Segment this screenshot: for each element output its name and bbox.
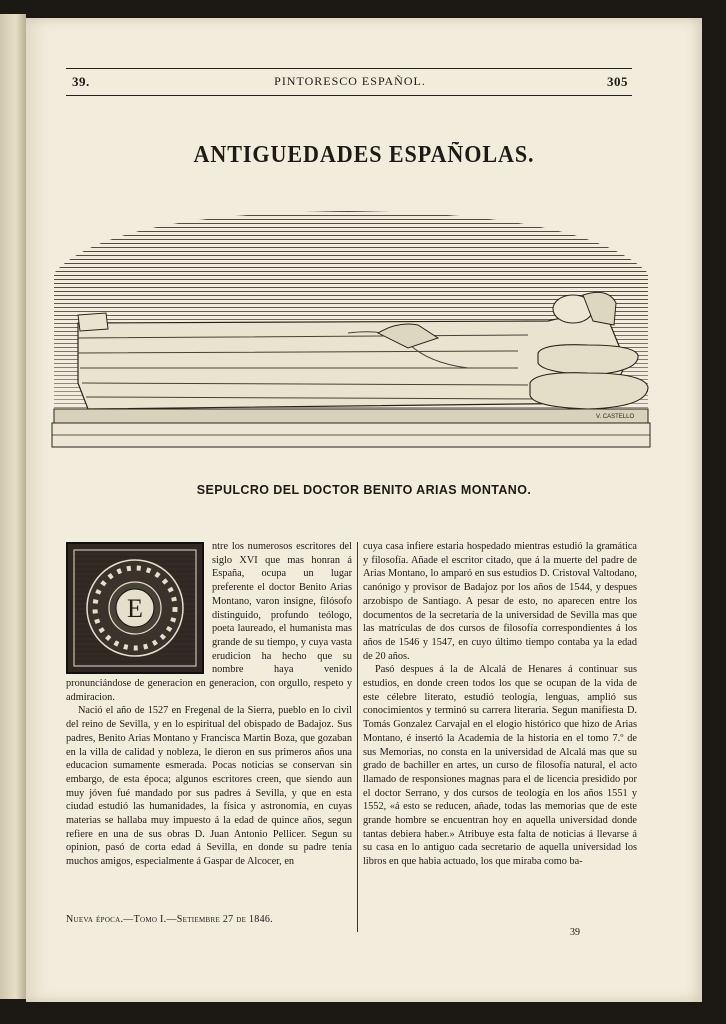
- paragraph: cuya casa infiere estaria hospedado mientras estudió la gramática y filosofía. Añade el escritor citado, que á la muerte del padre de Arias Montano, lo amparó en sus estudios D. Cristoval Valtodano, canónigo y provisor de Badajoz por los años de 1544, y despues arzobispo de Santiago. A pesar de esto, no aparecen entre los documentos de la secretaría de la universidad de Sevilla mas que las matrículas de dos cursos de filosofía correspondientes á los años de 1546 y 1547, en cuyo último tiempo contaba ya la edad de 20 años.: [363, 541, 637, 662]
- tomb-engraving: [48, 203, 654, 465]
- text-column-right: [363, 540, 637, 869]
- section-title: ANTIGUEDADES ESPAÑOLAS.: [193, 142, 535, 168]
- issue-number: 39.: [72, 74, 90, 89]
- paragraph: Nació el año de 1527 en Fregenal de la Sierra, pueblo en lo civil del reino de Sevilla, y en lo espiritual del obispado de Badajoz. Sus padres, Benito Arias Montano y Francisca Martin Boza, que gozaban en la villa de calidad y nobleza, le dieron en sus primeros años una educacion sumamente esmerada. Pocas noticias se conservan sin embargo, de esta época; algunos escritores creen, que siendo aun muy jóven fué mandado por sus padres á Sevilla, y que en esta ciudad estudió las humanidades, la física y astronomía, en cuyas materias se hallaba muy impuesto á la edad de quince años, segun refiere en una de sus obras D. Juan Antonio Pellicer. Segun su opinion, pasó de corta edad á Sevilla, en donde su padre tenia muchos amigos, especialmente á Gaspar de Alcocer, en: [66, 705, 352, 868]
- dropcap-letter: E: [127, 594, 143, 623]
- paragraph: Pasó despues á la de Alcalá de Henares á continuar sus estudios, en donde creen todos los que se ocupan de la vida de este célebre literato, estudió teología, lenguas, amplió sus conocimientos y terminó su carrera literaria. Segun manifiesta D. Tomás Gonzalez Carvajal en el elogio histórico que hizo de Arias Montano, é insertó la Academia de la historia en el tomo 7.º de sus Memorias, no consta en la universidad de Alcalá mas que su grado de bachiller en artes, un curso de filosofía natural, el acto llamado de responsiones magnas para el de licencia presidido por el doctor Serrano, y dos cursos de teología en los años 1551 y 1552, «á esto se reducen, añade, todas las memorias que de este grande hombre se encuentran hoy en aquella universidad donde tantas debiera haber.» Atribuye esta falta de noticias á llevarse á su casa en lo antiguo cada secretario de aquella universidad los libros en que habia actuado, los que miraba como ba-: [363, 664, 637, 868]
- journal-title: PINTORESCO ESPAÑOL.: [274, 74, 426, 88]
- issue-footer: Nueva época.—Tomo I.—Setiembre 27 de 1846.: [66, 914, 273, 925]
- pillow-lower: [530, 373, 648, 409]
- header-bottom-rule: [66, 95, 632, 96]
- page-number: 305: [607, 74, 628, 89]
- newspaper-page: [26, 18, 702, 1002]
- illustration-caption: SEPULCRO DEL DOCTOR BENITO ARIAS MONTANO.: [196, 483, 532, 497]
- engraver-signature: V. CASTELLO: [596, 414, 635, 420]
- adjacent-page-edge: [0, 14, 26, 999]
- signature-mark: 39: [570, 927, 580, 938]
- column-divider: [357, 542, 358, 932]
- text-column-left: [66, 540, 352, 869]
- header-top-rule: [66, 68, 632, 69]
- tomb-slab: [54, 409, 648, 423]
- ornamental-dropcap: [66, 542, 204, 674]
- paragraph: ntre los numerosos escritores del siglo XVI que mas honran á España, ocupa un lugar preferente el doctor Benito Arias Montano, varon insigne, filósofo distinguido, profundo teólogo, poeta laureado, el humanista mas grande de su tiempo, y cuya vasta erudicion ha hecho que su nombre haya venido pronunciándose de generacion en generacion, con orgullo, respeto y admiracion.: [66, 541, 352, 703]
- running-header: [72, 74, 628, 92]
